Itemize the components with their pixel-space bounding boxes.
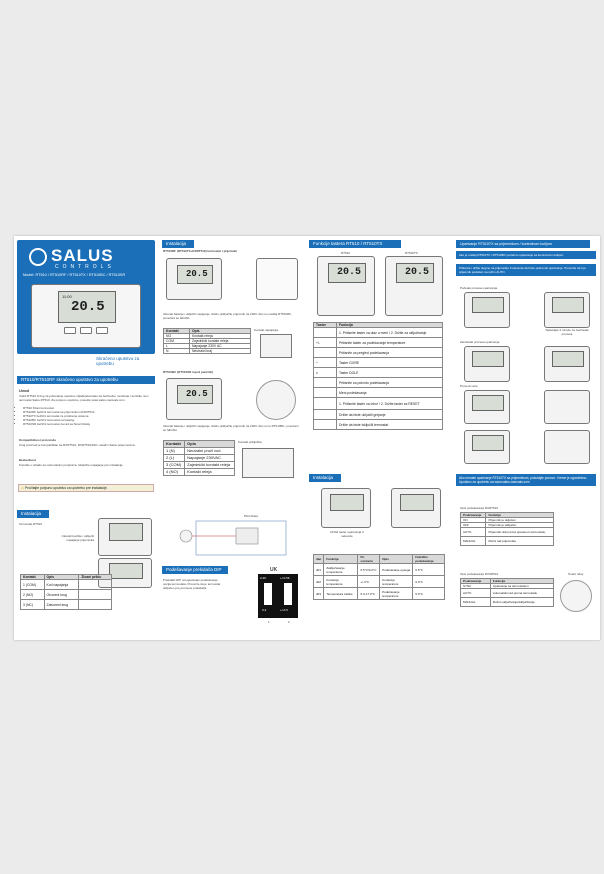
wiring-thermostat <box>180 530 192 542</box>
install-mid-text1: Ukucati baterije i uključiti napajanje. Zatim priključite prijemnik na 230V. Ako su uređaji RT510RF, povezani su fabrički. <box>163 312 292 320</box>
functions-table: Taster Funkcija 1. Pritisnite taster za ulaz u meni / 2. Držite za uključivanje +/- Pritisnite taster za podešavanje temperature Pritisnite za pregled podešavanja ^ Taster GORE v Taster DOLE Pritisnite za potvrdu podešavanja Meni podešavanja 1. Pritisnite taster za izbor / 2. Držite taster za RESET Držite da biste uključili grejanje Držite da biste isključili termostat <box>313 322 443 430</box>
intro-header: RT510/RT510RF skraćeno uputstvo za upotrebu <box>17 376 155 384</box>
table-row: L Napajanje 230V AC <box>164 344 251 349</box>
table-row: 3 (NC) Zatvoreni krug <box>21 600 112 610</box>
table-row: Držite da biste isključili termostat <box>314 420 443 430</box>
step1-thermostat <box>464 292 510 328</box>
salus-logo <box>29 248 47 266</box>
table-row: 2 (NO) Otvoreni krug <box>21 590 112 600</box>
install-left-thermostat <box>98 518 152 556</box>
pairing-thermostat-a <box>321 488 371 528</box>
settings-table2: Podešavanje Funkcija SYNC Uparivanje sa termostatom AUTO Automatski rad prema termostatu MANUAL Ručno uključivanje/isključivanje <box>460 578 554 607</box>
dip-label-2: 2 <box>288 620 290 624</box>
table-row: +/- Pritisnite taster za podešavanje temperature <box>314 338 443 348</box>
cover-subtitle: Skraćeno uputstvo za upotrebu <box>96 356 140 366</box>
install-mid-table2: Kontakt Opis 1 (N) Neutralni pruži vod 2 (L) Napajanje 230VAC 3 (COM) Zajednički kontakt releja 4 (NO) Kontakt releja <box>163 440 235 476</box>
pairing-step1: Početak procesa uparivanja <box>460 286 498 290</box>
table-row: ON Prijemnik je uključen <box>461 518 554 523</box>
settings-table1-title: Opis podešavanja RXRT510 <box>460 506 498 510</box>
table-row: OFF Prijemnik je isključen <box>461 523 554 528</box>
table-row: MANUAL Ručno uključivanje/isključivanje <box>461 598 554 607</box>
pairing-step1-note: Sačekajte 3 minute za završetak procesa <box>545 328 589 336</box>
table-row: AUTO Automatski rad prema termostatu <box>461 589 554 598</box>
pairing-step2: Završetak procesa uparivanja <box>460 340 500 344</box>
table-row: ^ Taster GORE <box>314 358 443 368</box>
dip-region: UK <box>270 567 278 573</box>
list-item: • RT510BC bežični termostat na baterije <box>23 418 153 422</box>
step3-receiver-b <box>544 430 590 464</box>
functions-install-header: Instalacija <box>309 474 341 482</box>
step2-thermostat <box>464 346 510 382</box>
table-row: NO Kontakt releja <box>164 334 251 339</box>
pairing-band2: Pritisnite i držite dugme na prijemniku 3 sekunde da biste pokrenuli uparivanje. Proverite da li je prijemnik podešen na režim AUTO. <box>456 264 596 276</box>
pairing-header: Uparivanje RT510TX sa prijemnikom / kontrolnom kutijom <box>456 240 590 248</box>
install-mid-text2: Ukucati baterije i uključiti napajanje. Zatim priključite prijemnik na 230V. Ako su to RT510BC, povezani su fabrički. <box>163 424 299 432</box>
compat-title: Kompatibilnost proizvoda <box>19 438 56 442</box>
list-item: • RT510TX bežični termostat za proširenje sistema <box>23 414 153 418</box>
list-item: • RT510 žičani termostat <box>23 406 153 410</box>
intro-list <box>17 406 153 426</box>
list-item: • RT510RF bežični termostat sa prijemnikom RXRT510 <box>23 410 153 414</box>
settings-table2-title: Opis podešavanja RXSR510 <box>460 572 499 576</box>
step3-receiver-a <box>544 390 590 424</box>
pairing-step3: Provera veze <box>460 384 478 388</box>
install-mid-subtitle: RT510RF (RT510TX+RXRT510) termostat i prijemnik <box>163 249 237 253</box>
compat-body: Ovaj proizvod je kompatibilan sa RXRT510, RXRT510/230 i ostalim Salus prijemnicima. <box>19 443 136 447</box>
step3-thermostat-b <box>464 430 510 464</box>
wiring-diagram-title: Pilot bloka <box>244 514 258 518</box>
rt510tx-thermostat: 20.5 <box>385 256 443 316</box>
table-row: SYNC Uparivanje sa termostatom <box>461 584 554 589</box>
dip-switch-1[interactable] <box>264 583 272 605</box>
table-row: 1 (COM) Kod napajanja <box>21 580 112 590</box>
wiring-relay <box>236 528 258 544</box>
install-mid-table1: Kontakt Opis NO Kontakt releja COM Zajednički kontakt releja L Napajanje 230V AC N Neutralni kraj <box>163 328 251 354</box>
safety-body: Koristite u skladu sa nacionalnim propisima. Isključite napajanje pre instalacije. <box>19 463 124 467</box>
brand-sub: CONTROLS <box>55 264 115 270</box>
bc-terminal-block <box>242 448 294 478</box>
table-row: Meni podešavanja <box>314 388 443 398</box>
connector-terminal-block <box>260 334 292 358</box>
table-row: Držite da biste uključili grejanje <box>314 410 443 420</box>
dip-switch-2[interactable] <box>284 583 292 605</box>
cover-button-right <box>96 327 108 334</box>
install-mid-thermostat: 20.5 <box>166 258 222 300</box>
pairing-band: Ako je uređaj RT510TX / RT510BC potrebno uparivanje sa kontrolnom kutijom: <box>456 251 596 259</box>
table-row: 3 (COM) Zajednički kontakt releja <box>164 462 235 469</box>
settings-table1: Podešavanje Funkcija ON Prijemnik je uključen OFF Prijemnik je isključen AUTO Prijemnik radi prema uparenom termostatu MANUAL Ručni rad prijemnika <box>460 512 554 546</box>
table-row: MANUAL Ručni rad prijemnika <box>461 537 554 546</box>
table-row: 2 (L) Napajanje 230VAC <box>164 455 235 462</box>
warning-box: ⚠ Pročitajte potpuno uputstvo za upotrebu pre instalacije. <box>18 484 154 492</box>
rt510-thermostat: 20.5 <box>317 256 375 316</box>
pairing-thermostat-b <box>391 488 441 528</box>
warning-icon: ⚠ <box>21 486 25 490</box>
model-list: Model: RT510 / RT510RF / RT510TX / RT510BC / RT510SR <box>23 273 126 277</box>
bc-receiver <box>256 380 296 420</box>
functions-column <box>307 236 450 640</box>
pairing-column <box>454 236 597 640</box>
smart-relay-label: Smart relay <box>568 572 584 576</box>
intro-body: Vodič RT510 brzog za pokretanje uputstvo objašnjava kako da bezbedno montirate i koristite novi termostat Salus RT510. Za potpuno uputstvo, posetite www.salus-manuals.com. <box>19 394 149 402</box>
brand-name: SALUS <box>51 246 114 265</box>
dip-label-1: 1 <box>268 620 270 624</box>
cover-banner <box>17 240 155 354</box>
cover-lcd: 20.5 11:00 <box>58 291 116 323</box>
install-left-subtitle: Termostat RT510 <box>19 522 42 526</box>
bc-thermostat: 20.5 <box>166 378 222 420</box>
cover-thermostat <box>31 284 141 348</box>
step3-thermostat-a <box>464 390 510 424</box>
safety-title: Bezbednost <box>19 458 37 462</box>
table-row: 1 (N) Neutralni pruži vod <box>164 448 235 455</box>
table-row: d03 Temperatura zaštite 5.0-17.0°C Podešavanje temperature 5.0°C <box>314 588 445 600</box>
dip-text: Prekidači DIP omogućavaju podešavanje opcija termostata. Proverite da je termostat isključen pre promene prekidača. <box>163 578 221 590</box>
table-row: 4 (NO) Kontakt releja <box>164 469 235 476</box>
table-row: 1. Pritisnite taster za ulaz u meni / 2. Držite za uključivanje <box>314 328 443 338</box>
table-row: COM Zajednički kontakt releja <box>164 339 251 344</box>
intro-title: Uvod <box>19 388 29 393</box>
step1-receiver <box>544 292 590 328</box>
table-row: N Neutralni kraj <box>164 349 251 354</box>
table-row: d02 Korekcija temperature +/-3°C Korekcija temperature 0.0°C <box>314 576 445 588</box>
dip-switch-block: 2-3K +/-0.5K 3-2 +/-0.5 <box>258 574 298 618</box>
table-row: d01 Zaključavanje temperature 0.5°C/0.2°C Podešavanje opsega 0.5°C <box>314 564 445 576</box>
table2-connector-header: Kontakt priključka <box>238 440 262 444</box>
functions-header: Funkcije tastera RT510 / RT510TX <box>309 240 401 248</box>
cover-button-left <box>64 327 76 334</box>
install-left-header: Instalacija <box>17 510 49 518</box>
list-item: • RT510SR bežični termostat za rad sa Smart Relay <box>23 422 153 426</box>
install-mid-receiver <box>256 258 298 300</box>
install-left-table: Kontakt Opis Žicani priklu 1 (COM) Kod napajanja 2 (NO) Otvoreni krug 3 (NC) Zatvoreni krug <box>20 574 112 610</box>
table-row: 1. Pritisnite taster za izbor / 2. Držite taster za RESET <box>314 398 443 410</box>
table-row: AUTO Prijemnik radi prema uparenom termostatu <box>461 528 554 537</box>
params-table: dan Funkcija Po osnovnu Opis Fabričko podešavanje d01 Zaključavanje temperature 0.5°C/0.2°C Podešavanje opsega 0.5°C d02 Korekcija temperature +/-3°C Korekcija temperature 0.0°C d03 Temperatura zaštite 5.0-17.0°C Podešavanje temperature 5.0°C <box>313 554 445 600</box>
table-row: Pritisnite za potvrdu podešavanja <box>314 378 443 388</box>
model-a-label: RT510 <box>341 251 350 255</box>
install-column <box>160 236 303 640</box>
cover-column <box>14 236 157 640</box>
manual-sheet <box>14 236 600 640</box>
install-mid-header: Instalacija <box>162 240 194 248</box>
step2-receiver <box>544 346 590 382</box>
install-mid-subtitle2: RT510BC (RT510SR ispod parirnih) <box>163 370 214 374</box>
table-row: v Taster DOLE <box>314 368 443 378</box>
dip-header: Podešavanje prekidača DIP <box>162 566 228 574</box>
cover-button-mid <box>80 327 92 334</box>
wiring-diagram <box>176 516 296 560</box>
table-row: Pritisnite za pregled podešavanja <box>314 348 443 358</box>
table1-connector-header: Kontakt napajanja <box>254 328 279 332</box>
smart-relay-device <box>560 580 592 612</box>
model-b-label: RT510TX <box>405 251 418 255</box>
functions-install-caption: Držati taster uparivanja 3 sekunde <box>330 530 364 538</box>
install-left-caption: Ukucati kucište i ukljuciti napajanje prijemnika <box>61 534 94 542</box>
pairing-band3: Ako nemate uparivanje RT510TX sa prijemnikom, pokušajte ponovo. Vreme je ograničeno. Uputstvo za upotrebu na www.salus-manuals.com <box>456 474 596 486</box>
